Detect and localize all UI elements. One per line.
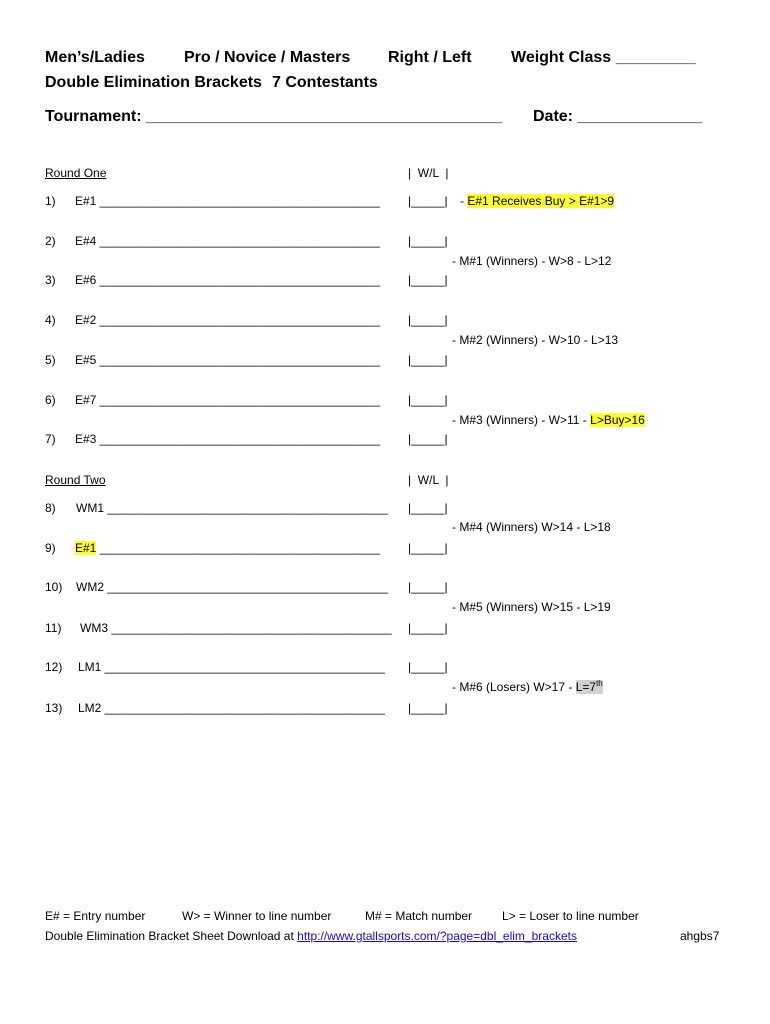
wl-box[interactable]: |_____| [408, 432, 448, 446]
wl-box[interactable]: |_____| [408, 580, 448, 594]
entry-line[interactable]: E#5 __________________________________________ [75, 353, 380, 367]
match-note-m2: - M#2 (Winners) - W>10 - L>13 [452, 333, 619, 347]
match-note-m6-sup: th [596, 679, 603, 688]
wl-box[interactable]: |_____| [408, 621, 448, 635]
wl-box[interactable]: |_____| [408, 313, 448, 327]
wl-box[interactable]: |_____| [408, 273, 448, 287]
entry-blank[interactable]: __________________________________________ [101, 660, 385, 674]
entry-prefix: WM3 [80, 621, 108, 635]
entry-line[interactable] [78, 701, 385, 715]
download-link[interactable]: http://www.gtallsports.com/?page=dbl_elim_brackets [297, 929, 577, 943]
match-note-m1: - M#1 (Winners) - W>8 - L>12 [452, 254, 612, 268]
round-one-wl-header: | W/L | [408, 166, 449, 180]
entry-prefix: LM2 [78, 701, 102, 715]
row-number: 11) [45, 621, 62, 635]
wl-box[interactable]: |_____| [408, 234, 448, 248]
match-note-m3-prefix: - M#3 (Winners) - W>11 - [452, 413, 591, 427]
legend-loser: L> = Loser to line number [502, 909, 639, 923]
gender-label: Men’s/Ladies [45, 49, 145, 66]
download-line [45, 929, 577, 943]
legend-entry: E# = Entry number [45, 909, 146, 923]
wl-box[interactable]: |_____| [408, 701, 448, 715]
row-number: 5) [45, 353, 56, 367]
round-two-wl-header: | W/L | [408, 473, 449, 487]
wl-box[interactable]: |_____| [408, 541, 448, 555]
weight-class-field[interactable]: Weight Class _________ [511, 49, 696, 66]
row-number: 7) [45, 432, 56, 446]
round-one-title: Round One [45, 166, 107, 180]
match-note-m6 [452, 680, 603, 694]
match-note-m3 [452, 413, 645, 427]
buy-note-prefix: - [460, 194, 468, 208]
row-number: 13) [45, 701, 63, 715]
entry-line[interactable]: E#2 __________________________________________ [75, 313, 380, 327]
row-number: 1) [45, 194, 56, 208]
entry-prefix-highlight: E#1 [75, 541, 97, 555]
row-number: 4) [45, 313, 56, 327]
entry-line[interactable]: E#6 __________________________________________ [75, 273, 380, 287]
contestants-label: 7 Contestants [272, 74, 378, 91]
entry-prefix: WM2 [76, 580, 104, 594]
entry-blank[interactable]: __________________________________________ [104, 501, 388, 515]
entry-line[interactable]: E#7 __________________________________________ [75, 393, 380, 407]
buy-note-highlight: E#1 Receives Buy > E#1>9 [467, 194, 615, 208]
match-note-m6-highlight [576, 680, 603, 694]
entry-line[interactable] [76, 580, 388, 594]
match-note-m3-highlight: L>Buy>16 [590, 413, 645, 427]
wl-box[interactable]: |_____| [408, 660, 448, 674]
entry-blank[interactable]: __________________________________________ [104, 580, 388, 594]
bracket-type-label: Double Elimination Brackets [45, 74, 262, 91]
row-number: 8) [45, 501, 56, 515]
entry-blank[interactable]: __________________________________________ [101, 701, 385, 715]
date-field[interactable]: Date: ______________ [533, 108, 703, 125]
entry-line[interactable] [80, 621, 392, 635]
wl-box[interactable]: |_____| [408, 501, 448, 515]
tournament-field[interactable]: Tournament: ________________________________________ [45, 108, 502, 125]
row-number: 6) [45, 393, 56, 407]
download-text: Double Elimination Bracket Sheet Download at [45, 929, 298, 943]
buy-note [460, 194, 614, 208]
wl-box[interactable]: |_____| [408, 353, 448, 367]
sheet-code: ahgbs7 [680, 929, 720, 943]
entry-line[interactable]: E#1 __________________________________________ [75, 194, 380, 208]
legend-match: M# = Match number [365, 909, 473, 923]
entry-line[interactable] [76, 501, 388, 515]
wl-box[interactable]: |_____| [408, 194, 448, 208]
round-two-title: Round Two [45, 473, 106, 487]
entry-line[interactable]: E#3 __________________________________________ [75, 432, 380, 446]
legend-winner: W> = Winner to line number [182, 909, 332, 923]
entry-blank[interactable]: __________________________________________ [96, 541, 380, 555]
division-label: Pro / Novice / Masters [184, 49, 351, 66]
hand-label: Right / Left [388, 49, 472, 66]
row-number: 2) [45, 234, 56, 248]
entry-prefix: WM1 [76, 501, 104, 515]
row-number: 12) [45, 660, 63, 674]
match-note-m6-prefix: - M#6 (Losers) W>17 - [452, 680, 576, 694]
entry-prefix: LM1 [78, 660, 102, 674]
entry-line[interactable] [78, 660, 385, 674]
wl-box[interactable]: |_____| [408, 393, 448, 407]
entry-line[interactable]: E#4 __________________________________________ [75, 234, 380, 248]
row-number: 9) [45, 541, 56, 555]
match-note-m6-place: L=7 [575, 680, 597, 694]
entry-blank[interactable]: __________________________________________ [108, 621, 392, 635]
entry-line[interactable] [75, 541, 380, 555]
match-note-m5: - M#5 (Winners) W>15 - L>19 [452, 600, 611, 614]
row-number: 3) [45, 273, 56, 287]
row-number: 10) [45, 580, 63, 594]
match-note-m4: - M#4 (Winners) W>14 - L>18 [452, 520, 611, 534]
